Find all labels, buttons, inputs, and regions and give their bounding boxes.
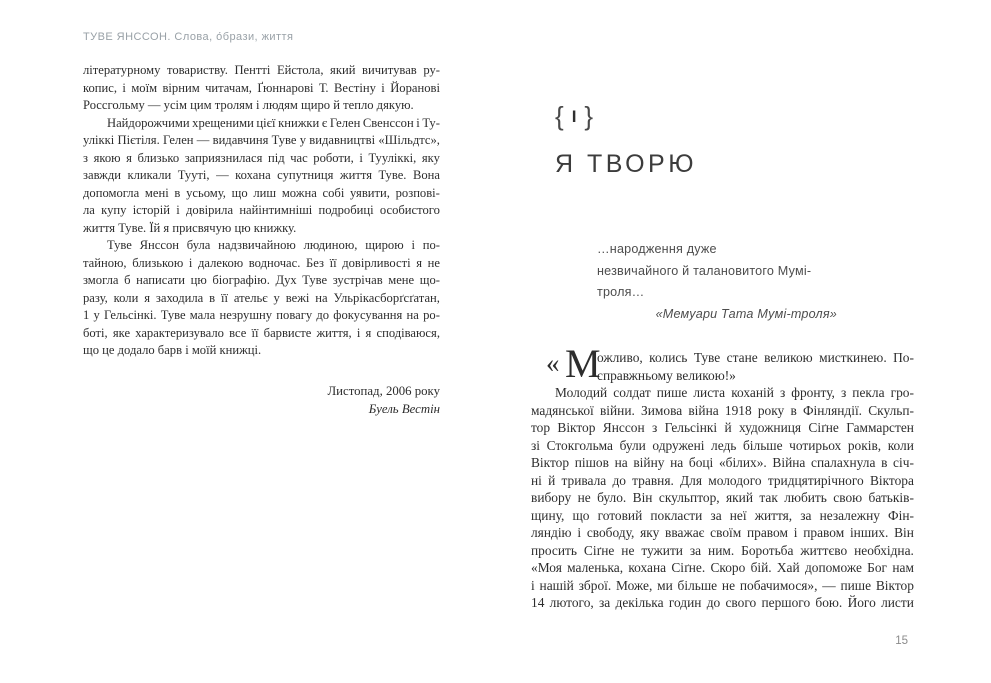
brace-open: { (555, 101, 564, 131)
epigraph-source: «Мемуари Тата Мумі-троля» (655, 307, 837, 322)
text-line: з якою я близько заприязнилася під час роботи, і Тууліккі, яку (83, 150, 440, 165)
text-line: і нашій зброї. Може, ми більше не побачимося», — пише Віктор (531, 577, 914, 593)
text-line: боті, яке характеризувало все її барвисте життя, і я сподіваюся, (83, 325, 440, 340)
drop-cap-letter: М (565, 341, 601, 386)
text-line: Молодий солдат пише листа коханій з фронту, з пекла гро- (555, 385, 914, 400)
text-line: літературному товариству. Пентті Ейстола, який вичитував ру- (83, 63, 440, 77)
text-line: Туве Янссон була надзвичайною людиною, щирою і по- (107, 238, 440, 252)
signoff-date: Листопад, 2006 року (327, 384, 440, 398)
text-line: зі Стокгольма були одружені ледь більше чотирьох років, коли (531, 437, 914, 453)
text-line: ла купу історій і довірила найінтимніші подробиці особистого (83, 203, 440, 217)
chapter-title: Я ТВОРЮ (555, 150, 697, 178)
epigraph-line-2: незвичайного й талановитого Мумі-троля… (597, 263, 812, 300)
right-body-lines (531, 349, 914, 612)
text-line: 14 лютого, за декілька годин до свого першого бою. Його листи (531, 595, 914, 610)
text-line: щину, що готовий покласти за неї життя, за незалежну Фін- (531, 507, 914, 523)
text-line: що це додало барв і моїй книжці. (83, 343, 262, 357)
text-line: тор Віктор Янссон з Гельсінкі й художниця Сіґне Гаммарстен (531, 420, 914, 435)
chapter-numeral: I (571, 107, 577, 126)
text-line: «Моя маленька, кохана Сіґне. Скоро бій. Хай допоможе Бог нам (531, 560, 914, 575)
signoff (83, 383, 440, 418)
text-line: допомогла мені в усьому, що лиш можна собі уявити, розпові- (83, 185, 440, 200)
running-header: ТУВЕ ЯНССОН. Слова, о́брази, життя (83, 31, 294, 43)
text-line: копис, і моїм вірним читачам, Ґюннарові Т. Вестіну і Йоранові (83, 80, 440, 95)
epigraph (597, 239, 837, 326)
text-line: завжди кликали Тууті, — кохана супутниця життя Туве. Вона (83, 168, 440, 182)
text-line: змогла б написати цю біографію. Дух Туве зустрічав мене що- (83, 273, 440, 287)
left-body-text (83, 62, 440, 360)
left-page (83, 0, 440, 683)
text-line: вибору не було. Він скульптор, який так любить свою батьків- (531, 490, 914, 505)
text-line: життя Туве. Їй я присвячую цю книжку. (83, 220, 297, 235)
chapter-number-mark (555, 101, 593, 131)
page-number: 15 (895, 635, 908, 647)
right-page (531, 0, 914, 683)
epigraph-line-1: …народження дуже (597, 242, 717, 256)
text-line: Россгольму — усім цим тролям і людям щиро й тепло дякую. (83, 98, 414, 112)
text-line: уліккі Пієтіля. Гелен — видавчиня Туве у видавництві «Шільдтс», (83, 133, 440, 147)
text-line: справжньому великою!» (597, 367, 736, 383)
text-line: 1 у Гельсінкі. Туве мала незрушну повагу до фокусування на ро- (83, 308, 440, 322)
text-line: Найдорожчими хрещеними цієї книжки є Гелен Свенссон і Ту- (107, 115, 440, 130)
text-line: ожливо, колись Туве стане великою мисткинею. По- (597, 350, 914, 365)
text-line: мадянської війни. Зимова війна 1918 року в Фінляндії. Скульп- (531, 402, 914, 418)
text-line: тайною, близькою і далекою водночас. Без її довірливості я не (83, 255, 440, 270)
text-line: Віктор пішов на війну на боці «білих». Війна спалахнула в січ- (531, 455, 914, 470)
text-line: просить Сіґне не тужити за ним. Боротьба життєво необхідна. (531, 542, 914, 558)
text-line: разу, коли я заходила в її ательє у вежі на Ульрікасборґсґатан, (83, 290, 440, 305)
text-line: ні й тривала до травня. Для молодого тридцятирічного Віктора (531, 472, 914, 488)
signoff-author: Буель Вестін (368, 401, 440, 416)
text-line: ляндію і свободу, яку вважає своїм правом і правом інших. Він (531, 525, 914, 540)
brace-close: } (584, 101, 594, 131)
right-body-text (531, 341, 914, 612)
opening-quote-mark: « (546, 348, 560, 378)
